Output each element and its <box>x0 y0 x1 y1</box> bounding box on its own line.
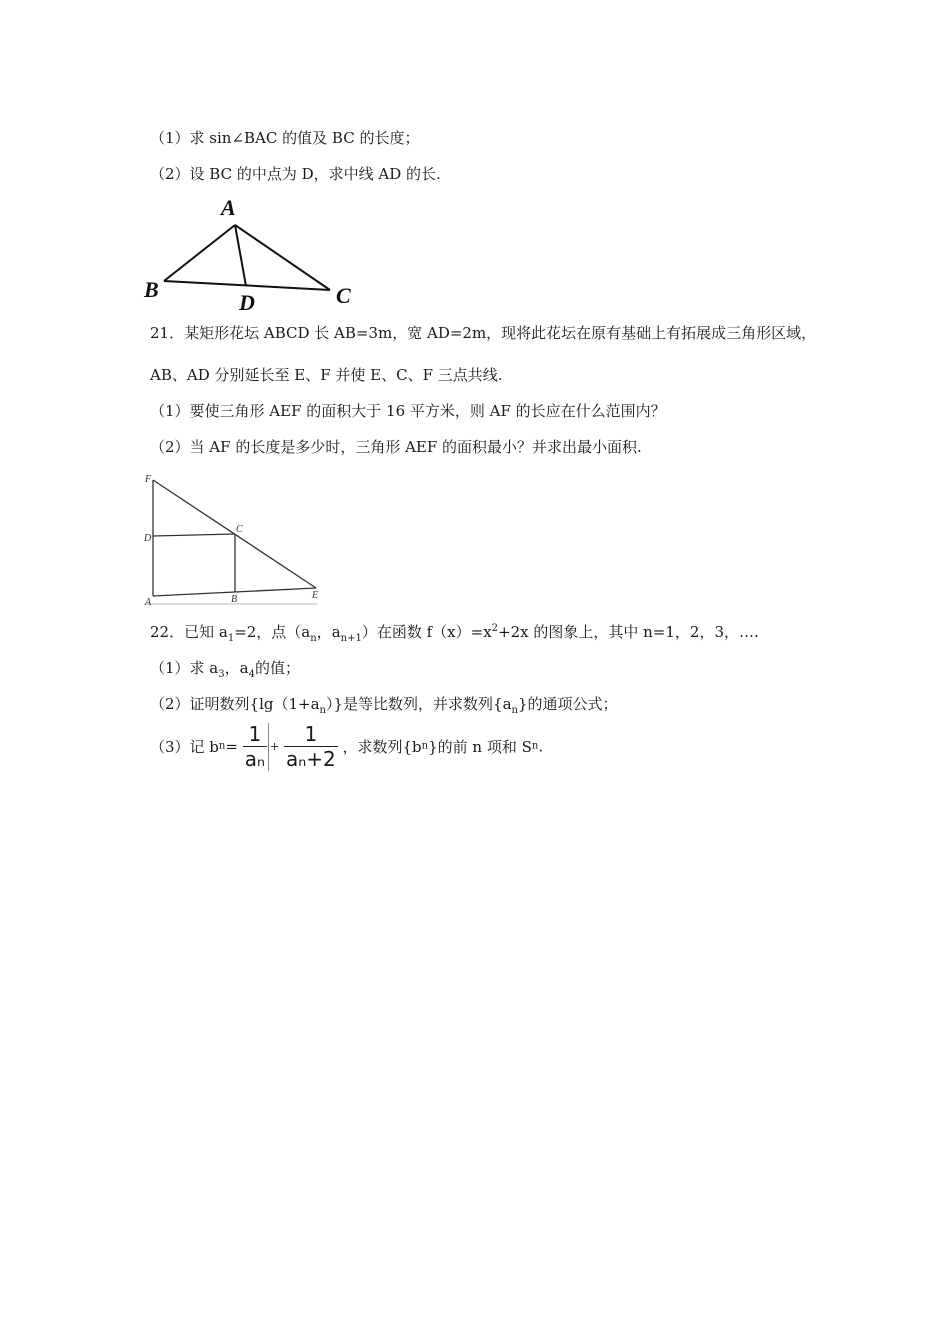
median-ad <box>235 225 246 286</box>
q21-line2: AB、AD 分别延长至 E、F 并使 E、C、F 三点共线. <box>150 366 503 384</box>
q22-line1: 22．已知 $a_1=2$，点（$a_n$，$a_{n+1}$）在函数 $f(x)=x^2+2x$ 的图象上，其中 n=1，2，3，…. <box>150 623 759 644</box>
q21-part2: （2）当 AF 的长度是多少时，三角形 AEF 的面积最小？并求出最小面积. <box>150 438 642 456</box>
side-bc <box>164 281 330 290</box>
line-dc <box>153 534 235 536</box>
label-f: F <box>145 474 152 485</box>
side-ab <box>164 225 235 281</box>
q22-part2: （2）证明数列$\{\lg(1+a_n)\}$是等比数列，并求数列$\{a_n\}$的通项公式； <box>150 695 618 716</box>
q21-part1: （1）要使三角形 AEF 的面积大于 16 平方米，则 AF 的长应在什么范围内？ <box>150 402 666 420</box>
label-a2: A <box>145 597 152 608</box>
fraction-1-over-an: $\frac{1}{\text{aₙ}}$ <box>244 722 265 771</box>
label-b2: B <box>231 594 238 605</box>
label-d2: D <box>144 533 152 544</box>
label-d: D <box>239 290 255 310</box>
q22-part3: （3）记 bn= $\frac{1}{\text{aₙ}}$ + $\frac{1}{\text{aₙ+2}}$ ，求数列{bn}的前 n 项和 Sn. <box>150 722 544 771</box>
label-b: B <box>144 277 159 302</box>
rectangle-triangle-figure <box>140 470 322 608</box>
label-e: E <box>312 590 319 601</box>
q20-part1: （1）求 sin∠BAC 的值及 BC 的长度； <box>150 129 420 147</box>
fraction-1-over-an-plus-2: $\frac{1}{\text{aₙ+2}}$ <box>285 722 336 771</box>
fraction-separator <box>268 723 269 771</box>
label-c: C <box>336 283 351 308</box>
q20-part2: （2）设 BC 的中点为 D，求中线 AD 的长. <box>150 165 441 183</box>
side-ac <box>235 225 330 290</box>
q22-part1: （1）求 $a_3$，$a_4$的值； <box>150 659 300 680</box>
label-a: A <box>221 195 236 220</box>
q21-line1: 21．某矩形花坛 ABCD 长 AB=3m，宽 AD=2m，现将此花坛在原有基础上有拓展成三角形区域， <box>150 324 817 342</box>
label-c2: C <box>236 524 243 535</box>
triangle-abc-figure <box>140 195 370 310</box>
